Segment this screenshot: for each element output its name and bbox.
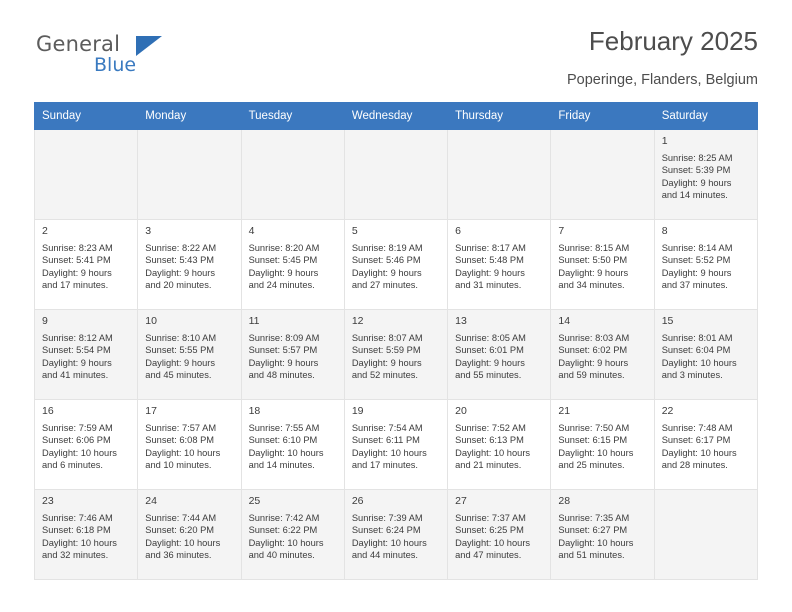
calendar-day-cell <box>551 310 654 400</box>
day-info-line: Daylight: 9 hours <box>558 267 629 278</box>
day-info-line: Daylight: 10 hours <box>351 447 427 458</box>
day-info-line: and 36 minutes. <box>145 550 212 561</box>
day-sun-info <box>249 422 338 472</box>
day-info-line: and 52 minutes. <box>351 370 418 381</box>
day-info-line: Sunrise: 8:23 AM <box>42 242 113 253</box>
day-sun-info <box>558 332 647 382</box>
day-info-line: Sunset: 6:01 PM <box>455 345 524 356</box>
day-number: 11 <box>248 315 260 327</box>
calendar-day-cell <box>138 490 241 580</box>
calendar-day-cell <box>344 220 447 310</box>
day-number: 10 <box>145 315 157 327</box>
calendar-day-cell <box>654 310 757 400</box>
day-sun-info <box>249 512 338 562</box>
day-info-line: Sunrise: 7:55 AM <box>248 422 320 433</box>
day-info-line: Daylight: 9 hours <box>455 357 525 368</box>
day-info-line: Sunrise: 7:50 AM <box>558 422 630 433</box>
day-number: 12 <box>351 315 364 327</box>
column-header-tuesday: Tuesday <box>241 103 344 130</box>
day-info-line: Daylight: 10 hours <box>558 447 634 458</box>
calendar-day-cell <box>654 130 757 220</box>
calendar-day-cell <box>241 490 344 580</box>
day-info-line: Daylight: 9 hours <box>661 267 732 278</box>
day-info-line: Daylight: 9 hours <box>145 267 216 278</box>
calendar-header-row <box>35 103 758 130</box>
day-info-line: Sunset: 6:10 PM <box>248 435 318 446</box>
day-info-line: Sunrise: 8:22 AM <box>145 242 217 253</box>
day-sun-info <box>145 512 234 562</box>
day-sun-info <box>455 422 544 472</box>
day-sun-info <box>352 422 441 472</box>
day-number: 8 <box>661 225 668 237</box>
day-info-line: and 51 minutes. <box>558 550 625 561</box>
day-info-line: Sunset: 6:11 PM <box>351 435 420 446</box>
day-number: 9 <box>42 315 48 327</box>
day-info-line: Sunset: 5:48 PM <box>455 255 524 266</box>
day-info-line: Daylight: 10 hours <box>558 537 634 548</box>
day-info-line: Sunset: 6:06 PM <box>42 435 111 446</box>
day-sun-info <box>455 332 544 382</box>
day-info-line: Daylight: 10 hours <box>42 447 117 458</box>
day-info-line: Sunset: 5:57 PM <box>248 345 318 356</box>
day-info-line: and 48 minutes. <box>248 370 315 381</box>
day-info-line: Daylight: 10 hours <box>145 537 221 548</box>
calendar-day-cell <box>35 400 138 490</box>
day-info-line: Sunset: 5:52 PM <box>661 255 731 266</box>
day-info-line: Sunrise: 7:46 AM <box>42 512 113 523</box>
day-number: 13 <box>455 315 467 327</box>
day-info-line: Sunset: 6:13 PM <box>455 435 524 446</box>
calendar-day-cell <box>138 220 241 310</box>
day-sun-info <box>352 512 441 562</box>
day-info-line: and 20 minutes. <box>145 280 212 291</box>
calendar-cell-empty <box>344 130 447 220</box>
day-info-line: Daylight: 9 hours <box>248 357 319 368</box>
day-info-line: and 14 minutes. <box>661 190 728 201</box>
day-sun-info <box>558 422 647 472</box>
day-info-line: Sunrise: 7:48 AM <box>661 422 733 433</box>
day-number: 1 <box>661 135 668 147</box>
day-info-line: Sunrise: 7:42 AM <box>248 512 320 523</box>
day-info-line: Sunset: 6:25 PM <box>455 525 524 536</box>
day-info-line: and 31 minutes. <box>455 280 522 291</box>
day-sun-info <box>352 332 441 382</box>
day-info-line: Daylight: 10 hours <box>661 447 737 458</box>
calendar-cell-empty <box>35 130 138 220</box>
day-info-line: Sunset: 6:02 PM <box>558 345 628 356</box>
day-info-line: Daylight: 9 hours <box>248 267 319 278</box>
day-sun-info <box>145 332 234 382</box>
calendar-week-row <box>35 490 758 580</box>
day-info-line: Sunset: 6:20 PM <box>145 525 215 536</box>
calendar-day-cell <box>448 220 551 310</box>
day-info-line: and 55 minutes. <box>455 370 522 381</box>
day-sun-info <box>662 332 751 382</box>
day-sun-info <box>249 332 338 382</box>
calendar-body <box>35 130 758 580</box>
day-number: 19 <box>351 405 364 417</box>
day-sun-info <box>249 242 338 292</box>
day-info-line: and 47 minutes. <box>455 550 522 561</box>
day-info-line: Daylight: 9 hours <box>455 267 525 278</box>
day-info-line: Sunrise: 7:54 AM <box>351 422 423 433</box>
day-info-line: and 17 minutes. <box>42 280 109 291</box>
column-header-thursday: Thursday <box>448 103 551 130</box>
logo-text-general: General <box>36 32 121 56</box>
day-info-line: Sunrise: 7:59 AM <box>42 422 113 433</box>
day-info-line: Sunrise: 8:10 AM <box>145 332 217 343</box>
column-header-saturday: Saturday <box>654 103 757 130</box>
logo-text-blue: Blue <box>94 54 137 76</box>
day-sun-info <box>145 242 234 292</box>
column-header-sunday: Sunday <box>35 103 138 130</box>
day-info-line: Sunset: 5:59 PM <box>351 345 421 356</box>
day-info-line: Daylight: 9 hours <box>661 177 732 188</box>
calendar-week-row <box>35 310 758 400</box>
day-info-line: Sunrise: 8:17 AM <box>455 242 526 253</box>
day-info-line: and 6 minutes. <box>42 460 103 471</box>
day-sun-info <box>145 422 234 472</box>
day-info-line: Sunrise: 8:01 AM <box>661 332 733 343</box>
day-info-line: Daylight: 10 hours <box>351 537 427 548</box>
calendar-day-cell <box>241 220 344 310</box>
calendar-day-cell <box>344 490 447 580</box>
day-info-line: and 45 minutes. <box>145 370 212 381</box>
day-number: 2 <box>42 225 48 237</box>
day-sun-info <box>558 242 647 292</box>
day-info-line: Sunrise: 8:12 AM <box>42 332 113 343</box>
day-info-line: and 17 minutes. <box>351 460 418 471</box>
day-info-line: and 32 minutes. <box>42 550 109 561</box>
day-info-line: and 37 minutes. <box>661 280 728 291</box>
page-header <box>34 0 758 96</box>
day-number: 23 <box>42 495 54 507</box>
day-info-line: and 34 minutes. <box>558 280 625 291</box>
page-title: February 2025 <box>588 26 758 56</box>
day-info-line: Sunrise: 8:25 AM <box>661 152 733 163</box>
page-subtitle-location: Poperinge, Flanders, Belgium <box>566 72 758 88</box>
calendar-day-cell <box>448 310 551 400</box>
day-info-line: Sunset: 6:08 PM <box>145 435 215 446</box>
day-info-line: Daylight: 9 hours <box>42 357 112 368</box>
day-number: 14 <box>558 315 571 327</box>
calendar-cell-empty <box>138 130 241 220</box>
calendar-day-cell <box>654 400 757 490</box>
day-info-line: Sunset: 6:24 PM <box>351 525 421 536</box>
day-info-line: Daylight: 10 hours <box>661 357 737 368</box>
calendar-cell-empty <box>654 490 757 580</box>
calendar-cell-empty <box>448 130 551 220</box>
day-info-line: Sunrise: 8:07 AM <box>351 332 423 343</box>
day-sun-info <box>42 332 131 382</box>
day-number: 4 <box>248 225 255 237</box>
calendar-day-cell <box>241 400 344 490</box>
day-info-line: Sunset: 5:39 PM <box>661 165 731 176</box>
day-number: 20 <box>455 405 467 417</box>
day-info-line: Daylight: 10 hours <box>455 537 531 548</box>
day-info-line: Daylight: 10 hours <box>248 537 324 548</box>
column-header-friday: Friday <box>551 103 654 130</box>
column-header-monday: Monday <box>138 103 241 130</box>
day-info-line: Sunset: 5:54 PM <box>42 345 111 356</box>
day-info-line: Daylight: 9 hours <box>351 267 422 278</box>
day-info-line: Sunrise: 8:05 AM <box>455 332 526 343</box>
calendar-day-cell <box>35 220 138 310</box>
day-info-line: Daylight: 10 hours <box>455 447 531 458</box>
day-info-line: Sunset: 6:15 PM <box>558 435 628 446</box>
day-info-line: and 59 minutes. <box>558 370 625 381</box>
day-sun-info <box>662 152 751 202</box>
day-sun-info <box>455 242 544 292</box>
sunrise-sunset-calendar-table <box>34 102 758 580</box>
calendar-day-cell <box>35 490 138 580</box>
day-number: 26 <box>351 495 364 507</box>
blue-flag-triangle-icon <box>134 34 164 58</box>
calendar-day-cell <box>551 220 654 310</box>
day-number: 3 <box>145 225 152 237</box>
day-info-line: Sunrise: 8:14 AM <box>661 242 733 253</box>
day-info-line: and 41 minutes. <box>42 370 109 381</box>
day-info-line: Sunrise: 7:57 AM <box>145 422 217 433</box>
calendar-day-cell <box>448 400 551 490</box>
day-info-line: Daylight: 10 hours <box>248 447 324 458</box>
day-info-line: Sunrise: 7:39 AM <box>351 512 423 523</box>
day-info-line: and 21 minutes. <box>455 460 522 471</box>
day-info-line: Sunrise: 8:15 AM <box>558 242 630 253</box>
day-sun-info <box>42 242 131 292</box>
day-info-line: Sunrise: 7:37 AM <box>455 512 526 523</box>
day-info-line: Sunset: 5:55 PM <box>145 345 215 356</box>
calendar-day-cell <box>654 220 757 310</box>
calendar-day-cell <box>344 400 447 490</box>
day-info-line: Sunset: 6:04 PM <box>661 345 731 356</box>
calendar-week-row <box>35 130 758 220</box>
day-number: 5 <box>351 225 358 237</box>
day-info-line: and 14 minutes. <box>248 460 315 471</box>
day-number: 21 <box>558 405 571 417</box>
day-info-line: and 27 minutes. <box>351 280 418 291</box>
day-number: 15 <box>661 315 674 327</box>
day-number: 6 <box>455 225 461 237</box>
day-sun-info <box>558 512 647 562</box>
day-info-line: Sunrise: 7:44 AM <box>145 512 217 523</box>
day-sun-info <box>455 512 544 562</box>
day-info-line: Daylight: 9 hours <box>145 357 216 368</box>
day-info-line: Daylight: 10 hours <box>145 447 221 458</box>
day-info-line: Sunrise: 8:09 AM <box>248 332 320 343</box>
day-info-line: Sunset: 5:41 PM <box>42 255 111 266</box>
calendar-day-cell <box>138 310 241 400</box>
day-info-line: Daylight: 9 hours <box>42 267 112 278</box>
day-info-line: and 10 minutes. <box>145 460 212 471</box>
day-info-line: Sunrise: 8:20 AM <box>248 242 320 253</box>
day-info-line: Sunrise: 8:19 AM <box>351 242 423 253</box>
calendar-day-cell <box>241 310 344 400</box>
day-info-line: and 24 minutes. <box>248 280 315 291</box>
day-info-line: Sunset: 5:46 PM <box>351 255 421 266</box>
day-number: 27 <box>455 495 467 507</box>
day-sun-info <box>662 422 751 472</box>
day-info-line: and 40 minutes. <box>248 550 315 561</box>
calendar-cell-empty <box>551 130 654 220</box>
day-number: 17 <box>145 405 157 417</box>
day-info-line: Sunset: 6:18 PM <box>42 525 111 536</box>
day-info-line: Sunrise: 8:03 AM <box>558 332 630 343</box>
calendar-day-cell <box>448 490 551 580</box>
calendar-week-row <box>35 220 758 310</box>
calendar-day-cell <box>344 310 447 400</box>
day-info-line: Sunset: 5:45 PM <box>248 255 318 266</box>
day-info-line: Sunrise: 7:35 AM <box>558 512 630 523</box>
day-number: 24 <box>145 495 157 507</box>
calendar-week-row <box>35 400 758 490</box>
day-info-line: Sunset: 6:27 PM <box>558 525 628 536</box>
day-info-line: Daylight: 9 hours <box>351 357 422 368</box>
day-number: 7 <box>558 225 565 237</box>
day-info-line: Sunset: 5:50 PM <box>558 255 628 266</box>
day-info-line: Daylight: 9 hours <box>558 357 629 368</box>
calendar-day-cell <box>551 490 654 580</box>
calendar-day-cell <box>35 310 138 400</box>
day-number: 25 <box>248 495 261 507</box>
day-number: 22 <box>661 405 674 417</box>
day-info-line: Daylight: 10 hours <box>42 537 117 548</box>
day-info-line: and 28 minutes. <box>661 460 728 471</box>
day-info-line: and 25 minutes. <box>558 460 625 471</box>
day-info-line: and 44 minutes. <box>351 550 418 561</box>
day-info-line: Sunset: 6:17 PM <box>661 435 731 446</box>
column-header-wednesday: Wednesday <box>344 103 447 130</box>
day-number: 28 <box>558 495 571 507</box>
calendar-day-cell <box>138 400 241 490</box>
day-number: 18 <box>248 405 261 417</box>
day-number: 16 <box>42 405 54 417</box>
day-info-line: Sunset: 6:22 PM <box>248 525 318 536</box>
day-sun-info <box>42 422 131 472</box>
calendar-day-cell <box>551 400 654 490</box>
day-sun-info <box>662 242 751 292</box>
day-info-line: Sunset: 5:43 PM <box>145 255 215 266</box>
day-sun-info <box>352 242 441 292</box>
day-info-line: and 3 minutes. <box>661 370 723 381</box>
generalblue-logo <box>36 32 216 84</box>
day-sun-info <box>42 512 131 562</box>
calendar-cell-empty <box>241 130 344 220</box>
day-info-line: Sunrise: 7:52 AM <box>455 422 526 433</box>
